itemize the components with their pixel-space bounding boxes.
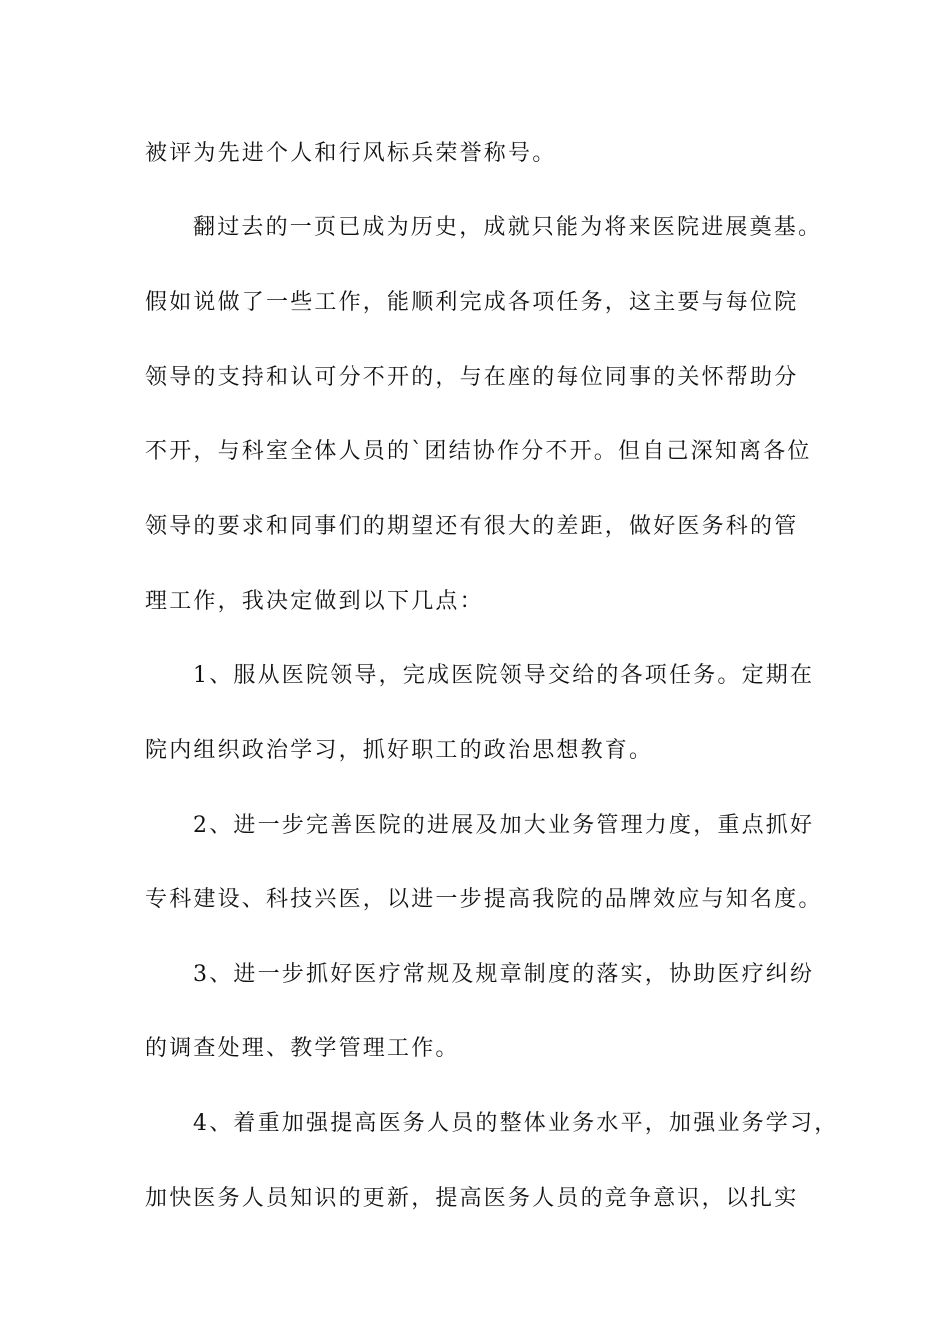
text-line: 不开，与科室全体人员的`团结协作分不开。但自己深知离各位 [145,439,812,464]
list-item-4-first-line: 4、着重加强提高医务人员的整体业务水平，加强业务学习， [193,1111,839,1136]
paragraph-first-line: 翻过去的一页已成为历史，成就只能为将来医院进展奠基。 [193,215,823,240]
text-line: 加快医务人员知识的更新，提高医务人员的竞争意识，以扎实 [145,1186,799,1211]
text-line: 假如说做了一些工作，能顺利完成各项任务，这主要与每位院 [145,290,799,315]
text-line: 院内组织政治学习，抓好职工的政治思想教育。 [145,738,654,763]
list-item-3-first-line: 3、进一步抓好医疗常规及规章制度的落实，协助医疗纠纷 [193,962,815,987]
text-line: 被评为先进个人和行风标兵荣誉称号。 [145,141,557,166]
text-line: 理工作，我决定做到以下几点： [145,589,484,614]
list-item-1-first-line: 1、服从医院领导，完成医院领导交给的各项任务。定期在 [193,663,815,688]
text-line: 的调查处理、教学管理工作。 [145,1036,460,1061]
text-line: 专科建设、科技兴医，以进一步提高我院的品牌效应与知名度。 [145,887,823,912]
text-line: 领导的支持和认可分不开的，与在座的每位同事的关怀帮助分 [145,365,799,390]
text-line: 领导的要求和同事们的期望还有很大的差距，做好医务科的管 [145,514,799,539]
list-item-2-first-line: 2、进一步完善医院的进展及加大业务管理力度，重点抓好 [193,813,815,838]
